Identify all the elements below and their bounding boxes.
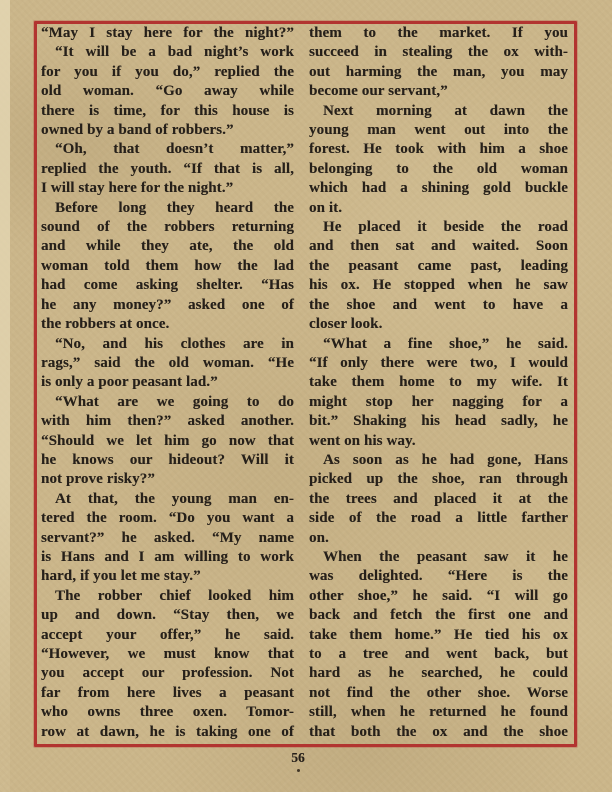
text-line: there is time, for this house is (41, 102, 294, 119)
page-number: 56 (291, 750, 305, 765)
text-line: with him then?” asked another. (41, 413, 294, 430)
text-line: young man went out into the (309, 122, 568, 139)
text-line: accept your offer,” he said. (41, 626, 294, 643)
text-line: the trees and placed it at the (309, 490, 568, 507)
text-line: “If only there were two, I would (309, 354, 568, 371)
text-line: He placed it beside the road (323, 219, 568, 236)
text-line: and while they ate, the old (41, 238, 294, 255)
text-line: back and fetch the first one and (309, 607, 568, 624)
paragraph (41, 393, 294, 490)
paragraph (41, 587, 294, 742)
text-line: far from here lives a peasant (41, 684, 294, 701)
text-column-right (309, 24, 568, 742)
text-line: owned by a band of robbers.” (41, 122, 234, 139)
text-line: When the peasant saw it he (323, 548, 568, 565)
text-column-left (41, 24, 294, 742)
text-line: went on his way. (309, 432, 416, 449)
text-line: succeed in stealing the ox with- (309, 44, 568, 61)
text-line: he any money?” asked one of (41, 296, 294, 313)
text-line: “Oh, that doesn’t matter,” (55, 141, 294, 158)
text-line: “No, and his clothes are in (55, 335, 294, 352)
paragraph (309, 102, 568, 218)
text-line: the shoe and went to have a (309, 296, 568, 313)
text-line: bit.” Shaking his head sadly, he (309, 413, 568, 430)
text-line: “It will be a bad night’s work (55, 44, 294, 61)
paragraph (41, 43, 294, 140)
text-line: on. (309, 529, 329, 546)
text-line: “However, we must know that (41, 646, 294, 662)
text-line: out harming the man, you may (309, 63, 568, 80)
text-line: row at dawn, he is taking one of (41, 723, 294, 740)
text-line: replied the youth. “If that is all, (41, 160, 294, 177)
text-line: take them home.” He tied his ox (309, 626, 568, 643)
paragraph (41, 140, 294, 198)
text-line: that both the ox and the shoe (309, 723, 568, 740)
text-line: take them home to my wife. It (309, 374, 568, 391)
text-line: “What are we going to do (55, 393, 294, 410)
text-line: is only a poor peasant lad.” (41, 374, 218, 391)
text-line: As soon as he had gone, Hans (323, 451, 568, 468)
text-line: forest. He took with him a shoe (309, 141, 568, 158)
text-line: old woman. “Go away while (41, 83, 294, 100)
text-line: “May I stay here for the night?” (41, 25, 294, 41)
text-line: he knows our hideout? Will it (41, 451, 294, 468)
text-line: not find the other shoe. Worse (309, 684, 568, 701)
text-line: rags,” said the old woman. “He (41, 354, 294, 371)
text-line: become our servant,” (309, 83, 448, 100)
text-line: hard, if you let me stay.” (41, 568, 201, 585)
text-line: other shoe,” he said. “I will go (309, 587, 568, 604)
paragraph (309, 548, 568, 742)
text-line: side of the road a little farther (309, 510, 568, 527)
text-line: servant?” he asked. “My name (41, 529, 294, 546)
text-line: might stop her nagging for a (309, 393, 568, 410)
text-line: “What a fine shoe,” he said. (323, 335, 568, 352)
text-line: “Should we let him go now that (41, 432, 294, 449)
text-line: still, when he returned he found (309, 704, 568, 721)
text-line: tered the room. “Do you want a (41, 510, 294, 527)
text-line: which had a shining gold buckle (309, 180, 568, 197)
text-line: had come asking shelter. “Has (41, 277, 294, 294)
text-line: Next morning at dawn the (323, 102, 568, 119)
paragraph (41, 490, 294, 587)
paragraph (309, 218, 568, 334)
text-line: to a tree and went back, but (309, 646, 568, 662)
text-line: who owns three oxen. Tomor- (41, 704, 294, 721)
text-line: is Hans and I am willing to work (41, 548, 294, 565)
paragraph (309, 451, 568, 548)
text-line: I will stay here for the night.” (41, 180, 234, 197)
text-line: belonging to the old woman (309, 160, 568, 177)
text-line: them to the market. If you (309, 25, 568, 41)
ink-speck (297, 769, 300, 772)
page-edge-highlight (0, 0, 10, 792)
paragraph (41, 24, 294, 43)
paragraph (309, 24, 568, 102)
text-line: not prove risky?” (41, 471, 155, 488)
text-line: the peasant came past, leading (309, 257, 568, 274)
paragraph (41, 199, 294, 335)
text-line: his ox. He stopped when he saw (309, 277, 568, 294)
text-line: sound of the robbers returning (41, 219, 294, 236)
text-line: Before long they heard the (55, 199, 294, 216)
text-line: the robbers at once. (41, 316, 170, 333)
text-line: for you if you do,” replied the (41, 63, 294, 80)
text-line: up and down. “Stay then, we (41, 607, 294, 624)
text-line: hard as he searched, he could (309, 665, 568, 682)
text-line: was delighted. “Here is the (309, 568, 568, 585)
text-line: on it. (309, 199, 343, 216)
text-line: The robber chief looked him (55, 587, 294, 604)
text-line: At that, the young man en- (55, 490, 294, 507)
text-line: picked up the shoe, ran through (309, 471, 568, 488)
text-line: and then sat and waited. Soon (309, 238, 568, 255)
paragraph (41, 335, 294, 393)
paragraph (309, 335, 568, 451)
text-line: woman told them how the lad (41, 257, 294, 274)
text-line: you accept our profession. Not (41, 665, 294, 682)
text-line: closer look. (309, 316, 383, 333)
